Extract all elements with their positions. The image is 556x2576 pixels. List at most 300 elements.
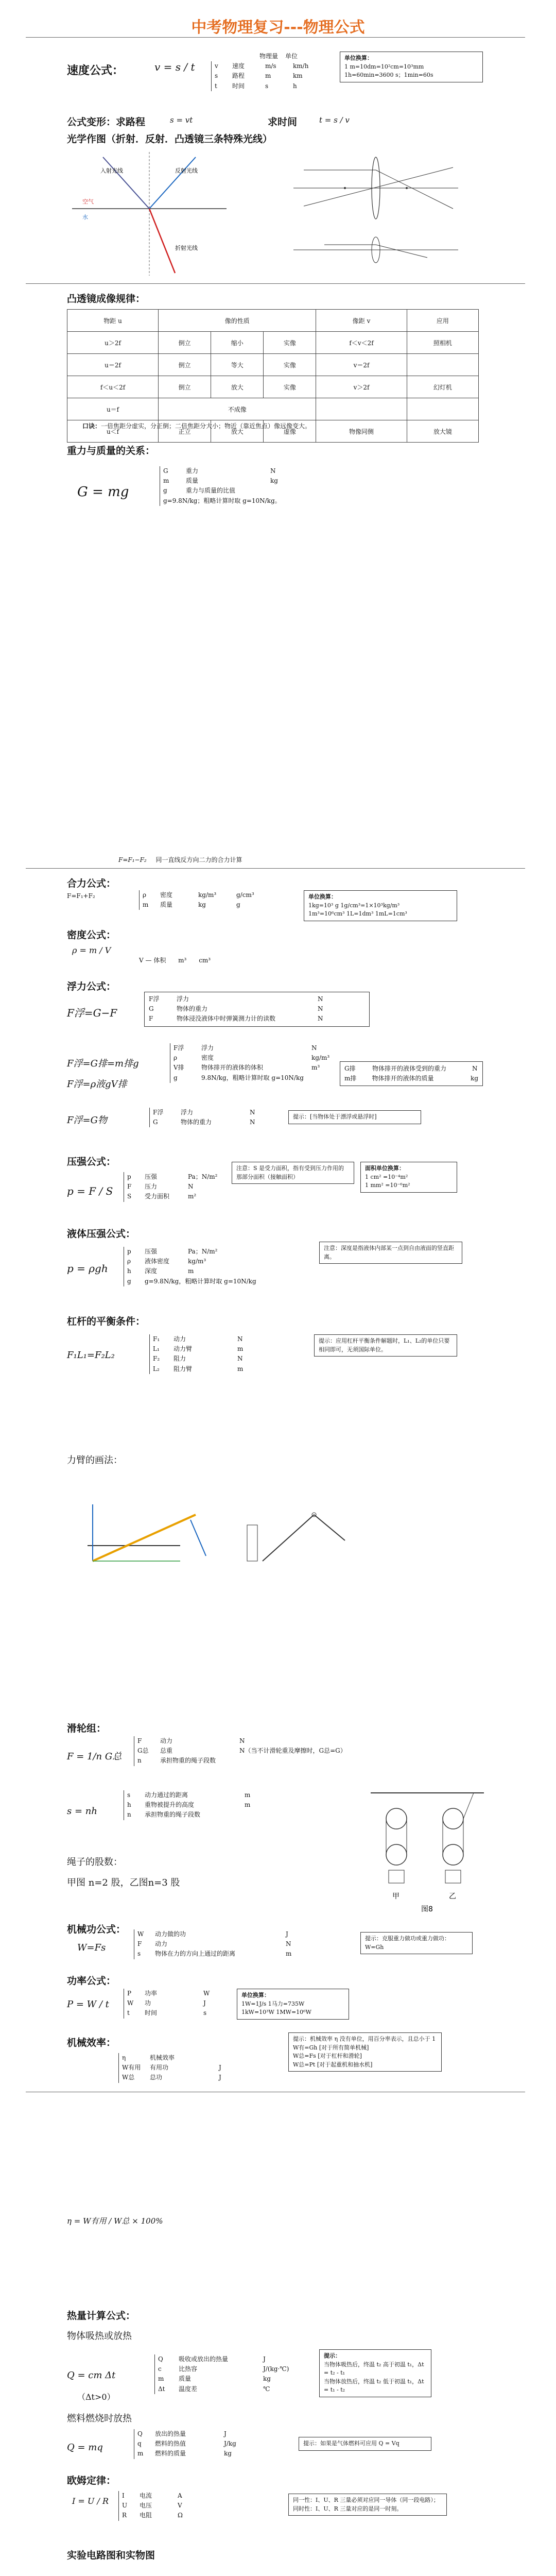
var-name: 时间 [145, 2009, 158, 2017]
optics-label: 水 [82, 214, 88, 221]
var-sym: Q [158, 2355, 163, 2363]
lens-col-header: 像的性质 [159, 310, 316, 332]
lever-arm-diagrams [77, 1484, 438, 1587]
var-sym: W总 [122, 2074, 135, 2081]
lever-vars [149, 1334, 266, 1374]
var-unit: V [178, 2502, 182, 2510]
var-name: 阻力 [173, 1355, 186, 1363]
var-sym: s [215, 72, 218, 80]
var-name: 吸收或放出的热量 [179, 2355, 229, 2363]
var-unit: ℃ [263, 2385, 270, 2393]
var-name: 重力与质量的比值 [186, 487, 236, 495]
liquid-note: 注意：深度是指液体内部某一点到自由液面的竖直距离。 [319, 1242, 462, 1264]
efficiency-vars [118, 2053, 276, 2083]
lens-cell: u＞2f [67, 332, 159, 354]
resultant-top [118, 855, 242, 865]
divider [26, 37, 525, 38]
var-sym: ρ [143, 891, 147, 899]
var-name: 压力 [145, 1183, 158, 1191]
pulley-fig-label-b: 乙 [449, 1892, 456, 1901]
var-sym: h [127, 1267, 131, 1275]
var-unit: N [318, 1015, 323, 1023]
mnemonic-label: 口诀： [82, 422, 101, 430]
var-name: 比热容 [179, 2365, 198, 2373]
var-name: 温度差 [179, 2385, 198, 2393]
var-name: 物体排开的液体的体积 [201, 1064, 264, 1072]
var-unit: J/kg [224, 2440, 236, 2448]
var-name: 功 [145, 1999, 151, 2007]
optics-label: 入射光线 [100, 167, 123, 174]
circuit-diagram [103, 2571, 494, 2576]
heat-fuel-tip: 提示：如果是气体燃料可应用 Q = Vq [299, 2437, 431, 2451]
pulley-diagram [360, 1788, 494, 1917]
lens-cell: 倒立 [159, 376, 211, 398]
var-sym: I [122, 2492, 125, 2499]
note-title: 单位换算： [308, 893, 337, 900]
var-unit: m³ [311, 1064, 320, 1072]
efficiency-heading: 机械效率： [67, 2037, 116, 2048]
buoyancy-f1: F浮=G−F [67, 1007, 117, 1019]
var-unit: s [203, 2009, 207, 2017]
speed-variant-s: s = vt [170, 115, 193, 125]
var-unit: N [188, 1183, 194, 1191]
table-row [67, 398, 479, 420]
gravity-extra: g=9.8N/kg；粗略计算时取 g=10N/kg。 [163, 497, 281, 504]
note-title: 提示： [324, 2352, 341, 2359]
liquid-vars [124, 1247, 292, 1286]
work-heading: 机械功公式： [67, 1924, 126, 1935]
buoyancy-g-vars [340, 1061, 483, 1086]
lens-cell: 实像 [264, 376, 316, 398]
var-sym: W [137, 1930, 144, 1938]
var-name: 重物被提升的高度 [145, 1801, 195, 1809]
lens-cell: 实像 [264, 354, 316, 376]
heat-fuel-vars [134, 2429, 261, 2459]
var-sym: F [137, 1737, 142, 1744]
lens-cell: u＝2f [67, 354, 159, 376]
work-formula: W=Fs [77, 1942, 106, 1953]
var-name: 燃料的热值 [155, 2440, 186, 2448]
var-sym: V [139, 957, 144, 964]
var-name: 有用功 [150, 2064, 169, 2072]
gravity-formula: G = mg [77, 484, 129, 500]
var-sym: t [127, 2009, 130, 2017]
density-vol-row: V — 体积 m³ cm³ [139, 957, 211, 964]
var-name: 总重 [160, 1747, 173, 1755]
note-title: 单位换算： [344, 55, 373, 61]
col-unit: 单位 [285, 53, 298, 60]
note-line: 1m³=10⁶cm³ 1L=1dm³ 1mL=1cm³ [308, 910, 407, 917]
var-name: 质量 [160, 901, 173, 909]
var-unit: N [472, 1065, 478, 1072]
note-title: 单位换算： [241, 1992, 270, 1998]
var-name: g=9.8N/kg，粗略计算时取 g=10N/kg [145, 1277, 256, 1285]
var-name: 动力 [155, 1940, 168, 1948]
var-sym: g [163, 487, 167, 495]
var-sym: G总 [137, 1747, 149, 1755]
note-title: 面积单位换算： [365, 1165, 405, 1172]
lens-cell: 放大镜 [407, 420, 478, 443]
var-unit: N [286, 1940, 291, 1948]
lens-cell: 倒立 [159, 354, 211, 376]
var-unit: N（当不计滑轮重及摩擦时，G总=G） [239, 1747, 346, 1755]
divider [26, 868, 525, 869]
ohm-formula: I = U / R [72, 2496, 109, 2506]
density-formula: ρ = m / V [72, 945, 111, 955]
pulley-f2-vars [124, 1790, 282, 1820]
lens-cell [407, 398, 478, 420]
lens-cell: 放大 [211, 420, 264, 443]
var-name: 浮力 [181, 1109, 194, 1116]
var-name: 承担物重的绳子段数 [160, 1757, 216, 1765]
speed-vars [211, 52, 335, 91]
col-qty: 物理量 [259, 53, 279, 60]
var-name: 动力 [160, 1737, 173, 1744]
lever-formula: F₁L₁=F₂L₂ [67, 1350, 115, 1361]
var-unit: s [265, 82, 269, 90]
var-sym: q [137, 2440, 142, 2448]
speed-formula: v = s / t [154, 61, 195, 73]
var-unit: m [265, 72, 271, 80]
var-sym: F [127, 1183, 132, 1191]
var-sym: Q [137, 2430, 143, 2437]
var-unit: N [270, 467, 276, 474]
circuit-heading: 实验电路图和实物图 [67, 2550, 155, 2561]
lens-cell: v＝2f [316, 354, 407, 376]
var-sym: g [127, 1277, 131, 1285]
var-sym: F浮 [153, 1109, 164, 1116]
var-name: 质量 [186, 477, 199, 485]
var-sym: G [153, 1118, 158, 1126]
density-heading: 密度公式： [67, 929, 116, 941]
var-name: 浮力 [177, 995, 189, 1003]
resultant-top-formula: F=F₁−F₂ [118, 856, 147, 863]
buoyancy-f2: F浮=G排=m排g [67, 1058, 139, 1069]
buoyancy-tip: 提示：[当物体处于漂浮或悬浮时] [288, 1110, 421, 1124]
lens-cell: 物像同侧 [316, 420, 407, 443]
work-tip: 提示：克服重力做功或重力做功：W=Gh [360, 1932, 473, 1954]
buoyancy-f3: F浮=ρ液gV排 [67, 1079, 127, 1090]
lever-note: 提示：应用杠杆平衡条件解题时，L₁、L₂的单位只要相同即可，无须国际单位。 [314, 1334, 457, 1357]
lens-cell [316, 398, 407, 420]
var-sym: m [158, 2375, 164, 2383]
var-name: 电阻 [140, 2512, 152, 2519]
note-line: 1 m=10dm=10²cm=10³mm [344, 63, 424, 70]
var-name: 阻力臂 [173, 1365, 193, 1372]
var-name: 密度 [160, 891, 173, 899]
speed-variant-t: t = s / v [319, 115, 350, 125]
var-sym: s [127, 1791, 131, 1799]
var-name: 功率 [145, 1990, 158, 1997]
table-row [67, 332, 479, 354]
var-unit: kg [270, 477, 278, 485]
power-formula: P = W / t [67, 1999, 109, 2010]
var-unit2: cm³ [199, 957, 211, 964]
var-name: 受力面积 [145, 1193, 170, 1200]
var-sym: F₁ [153, 1335, 160, 1343]
var-unit: A [178, 2492, 182, 2499]
var-unit: N [318, 1005, 323, 1013]
pressure-heading: 压强公式： [67, 1156, 116, 1167]
pulley-rope-text: 甲图 n=2 股，乙图n=3 股 [67, 1877, 180, 1888]
work-vars [134, 1929, 323, 1959]
var-name: 重力 [186, 467, 199, 474]
var-unit: m [286, 1950, 292, 1958]
var-name: 液体密度 [145, 1258, 170, 1265]
pulley-fig-label: 图8 [421, 1905, 433, 1913]
var-sym: t [215, 82, 217, 90]
var-unit: W [203, 1990, 210, 1997]
note-line: 当物体吸热后，终温 t₂ 高于初温 t₁，Δt = t₂ - t₁ [324, 2361, 424, 2376]
var-sym: L₁ [153, 1345, 160, 1353]
gravity-vars [160, 466, 349, 506]
var-unit: kg [224, 2450, 232, 2458]
lens-cell: 不成像 [159, 398, 316, 420]
var-unit: m [245, 1791, 251, 1799]
var-sym: p [127, 1173, 131, 1180]
var-unit: N [250, 1118, 255, 1126]
var-name: 压强 [145, 1173, 158, 1180]
pulley-f1: F = 1/n G总 [67, 1751, 122, 1762]
divider [26, 283, 525, 284]
var-sym: η [122, 2054, 126, 2061]
power-unit-note [237, 1989, 349, 2020]
var-name: 速度 [232, 62, 245, 70]
heat-fuel-formula: Q = mq [67, 2442, 103, 2453]
var-name: 动力做的功 [155, 1930, 186, 1938]
efficiency-formula: η = W有用 / W总 × 100% [67, 2216, 163, 2226]
var-sym: ρ [127, 1258, 131, 1265]
note-line: 1W=1J/s 1马力=735W [241, 2000, 305, 2007]
var-unit: J/(kg·℃) [263, 2365, 289, 2373]
lens-cell: 缩小 [211, 332, 264, 354]
var-sym: W [127, 1999, 134, 2007]
lens-cell: 倒立 [159, 332, 211, 354]
var-name: 机械效率 [150, 2054, 175, 2061]
var-unit: N [237, 1355, 243, 1363]
table-row [67, 376, 479, 398]
var-sym: s [137, 1950, 141, 1958]
lens-cell: 幻灯机 [407, 376, 478, 398]
buoyancy-f2-vars [170, 1043, 338, 1083]
pulley-rope-label: 绳子的股数： [67, 1857, 123, 1868]
var-name: 电流 [140, 2492, 152, 2499]
heat-formula: Q = cm Δt [67, 2370, 116, 2381]
var-name: 9.8N/kg，粗略计算时取 g=10N/kg [201, 1074, 304, 1081]
var-name: 燃料的质量 [155, 2450, 186, 2458]
var-name: 动力臂 [173, 1345, 193, 1353]
var-sym: S [127, 1193, 132, 1200]
buoyancy-f4: F浮=G物 [67, 1115, 107, 1126]
var-unit: N [239, 1737, 245, 1744]
var-name: 物体的重力 [177, 1005, 208, 1013]
density-unit-note [304, 890, 457, 921]
var-name: 物体浸没液体中时弹簧测力计的读数 [177, 1015, 276, 1023]
var-unit: Pa；N/m² [188, 1173, 218, 1180]
var-unit: m [245, 1801, 251, 1809]
var-unit: J [219, 2074, 221, 2081]
var-unit: kg [263, 2375, 271, 2383]
var-name: 物体排开的液体的质量 [372, 1075, 434, 1082]
var-sym: c [158, 2365, 162, 2373]
var-unit: J [219, 2064, 221, 2072]
speed-variants-time: 求时间 [268, 116, 298, 128]
var-sym: p [127, 1248, 131, 1255]
lens-cell: 等大 [211, 354, 264, 376]
efficiency-note [288, 2032, 442, 2072]
var-name: 压强 [145, 1248, 158, 1255]
var-unit: J [263, 2355, 266, 2363]
lens-cell: 虚像 [264, 420, 316, 443]
density-vars [139, 890, 297, 910]
var-name: 物体排开的液体受到的重力 [372, 1065, 447, 1072]
heat-tip [319, 2349, 431, 2397]
var-name: 动力 [173, 1335, 186, 1343]
var-unit: m [237, 1365, 244, 1372]
note-line: W总=Pt [对于起重机和抽水机] [293, 2061, 373, 2068]
note-line: W总=Fs [对于杠杆和滑轮] [293, 2053, 362, 2059]
note-line: 同时性：I、U、R 三量对应的是同一时刻。 [293, 2505, 403, 2512]
lens-cell: 放大 [211, 376, 264, 398]
var-sym: m排 [344, 1075, 357, 1082]
var-unit: m/s [265, 62, 276, 70]
var-unit: m² [188, 1193, 197, 1200]
ohm-vars [118, 2491, 215, 2521]
var-unit: N [311, 1044, 317, 1052]
var-name: 总功 [150, 2074, 163, 2081]
var-name: 时间 [232, 82, 245, 90]
var-sym: m [137, 2450, 144, 2458]
liquid-heading: 液体压强公式： [67, 1228, 136, 1240]
resultant-heading: 合力公式： [67, 878, 116, 889]
var-sym: n [137, 1757, 142, 1765]
pulley-heading: 滑轮组： [67, 1723, 107, 1734]
optics-label: 空气 [82, 198, 94, 205]
var-unit: m [188, 1267, 194, 1275]
note-line: 1kg=10³ g 1g/cm³=1×10³kg/m³ [308, 902, 400, 909]
var-sym: G [163, 467, 168, 474]
var-name: 浮力 [201, 1044, 214, 1052]
var-unit: Ω [178, 2512, 183, 2519]
var-sym: W有用 [122, 2064, 141, 2072]
var-unit: Pa；N/m² [188, 1248, 218, 1255]
var-sym: v [215, 62, 218, 70]
table-row [67, 354, 479, 376]
lens-cell: u＝f [67, 398, 159, 420]
buoyancy-f4-vars [149, 1108, 276, 1127]
var-name: 密度 [201, 1054, 214, 1062]
var-name: 物体在力的方向上通过的距离 [155, 1950, 236, 1958]
var-sym: Δt [158, 2385, 165, 2393]
var-name: 路程 [232, 72, 245, 80]
var-unit: kg/m³ [198, 891, 217, 899]
heat-vars [154, 2354, 312, 2394]
liquid-formula: p = ρgh [67, 1262, 108, 1275]
lens-col-header: 应用 [407, 310, 478, 332]
heat-sub2: 燃料燃烧时放热 [67, 2413, 132, 2424]
page-title: 中考物理复习---物理公式 [191, 19, 365, 37]
var-sym: m [163, 477, 169, 485]
pressure-unit-note [360, 1162, 457, 1193]
var-unit2: g [236, 901, 240, 909]
var-sym: F [149, 1015, 153, 1023]
var-unit: m [237, 1345, 244, 1353]
var-unit: m³ [178, 957, 187, 964]
var-unit: J [224, 2430, 227, 2437]
buoyancy-f1-vars [144, 992, 370, 1027]
mnemonic-text: 一倍焦距分虚实，分正倒；二倍焦距分大小；物近（靠近焦点）像远像变大。 [101, 422, 311, 430]
lens-mnemonic [82, 421, 311, 431]
var-unit: kg/m³ [311, 1054, 330, 1062]
lens-cell: 实像 [264, 332, 316, 354]
lever-heading: 杠杆的平衡条件： [67, 1316, 146, 1327]
var-unit2: h [293, 82, 297, 90]
var-name: 体积 [153, 957, 166, 964]
var-name: 动力通过的距离 [145, 1791, 188, 1799]
var-sym: U [122, 2502, 128, 2510]
gravity-heading: 重力与质量的关系： [67, 445, 155, 456]
note-line: 1 cm² =10⁻⁴m² [365, 1173, 408, 1180]
reflection-refraction-diagram [72, 147, 227, 281]
var-sym: L₂ [153, 1365, 160, 1372]
heat-heading: 热量计算公式： [67, 2310, 136, 2321]
var-sym: h [127, 1801, 131, 1809]
heat-sub1: 物体吸热或放热 [67, 2331, 132, 2342]
pressure-formula: p = F / S [67, 1185, 113, 1197]
var-unit: N [250, 1109, 255, 1116]
note-line: 1kW=10³W 1MW=10⁶W [241, 2009, 311, 2015]
ohm-heading: 欧姆定律： [67, 2475, 116, 2486]
pulley-f2: s = nh [67, 1806, 97, 1817]
var-name: 深度 [145, 1267, 158, 1275]
pressure-note: 注意：S 是受力面积，指有受到压力作用的那部分面积（接触面积） [232, 1162, 354, 1184]
lens-cell: 照相机 [407, 332, 478, 354]
var-sym: P [127, 1990, 132, 1997]
var-sym: ρ [173, 1054, 178, 1062]
var-unit2: g/cm³ [236, 891, 254, 899]
var-sym: R [122, 2512, 127, 2519]
note-line: 提示：机械效率 η 没有单位，用百分率表示，且总小于 1 [293, 2036, 436, 2042]
var-name: 承担物重的绳子段数 [145, 1811, 201, 1819]
speed-unit-note [340, 52, 483, 82]
var-name: 物体的重力 [181, 1118, 212, 1126]
lens-cell: f＜v＜2f [316, 332, 407, 354]
note-line: 1h=60min=3600 s；1min=60s [344, 72, 433, 78]
var-unit: kg [198, 901, 206, 909]
var-sym: G [149, 1005, 154, 1013]
var-sym: V排 [173, 1064, 184, 1072]
var-unit2: km [293, 72, 303, 80]
var-unit: J [203, 1999, 206, 2007]
lens-cell: v＞2f [316, 376, 407, 398]
lever-arm-heading: 力臂的画法： [67, 1455, 123, 1466]
lens-cell [407, 354, 478, 376]
heat-cond: （Δt>0） [77, 2392, 115, 2402]
lens-cell: 正立 [159, 420, 211, 443]
pressure-vars [124, 1172, 225, 1202]
lens-cell: f＜u＜2f [67, 376, 159, 398]
note-line: 当物体放热后，终温 t₂ 低于初温 t₁，Δt = t₁ - t₂ [324, 2378, 424, 2393]
var-name: 放出的热量 [155, 2430, 186, 2437]
speed-variants-label: 公式变形：求路程 [67, 116, 146, 128]
note-line: 1 mm² =10⁻⁶m² [365, 1182, 410, 1189]
var-sym: F [137, 1940, 142, 1948]
note-line: 同一性：I、U、R 三量必须对应同一导体（同一段电路）； [293, 2497, 439, 2503]
var-sym: F₂ [153, 1355, 160, 1363]
speed-heading: 速度公式： [67, 64, 124, 77]
var-unit: kg/m³ [188, 1258, 206, 1265]
lens-cell: u＜f [67, 420, 159, 443]
